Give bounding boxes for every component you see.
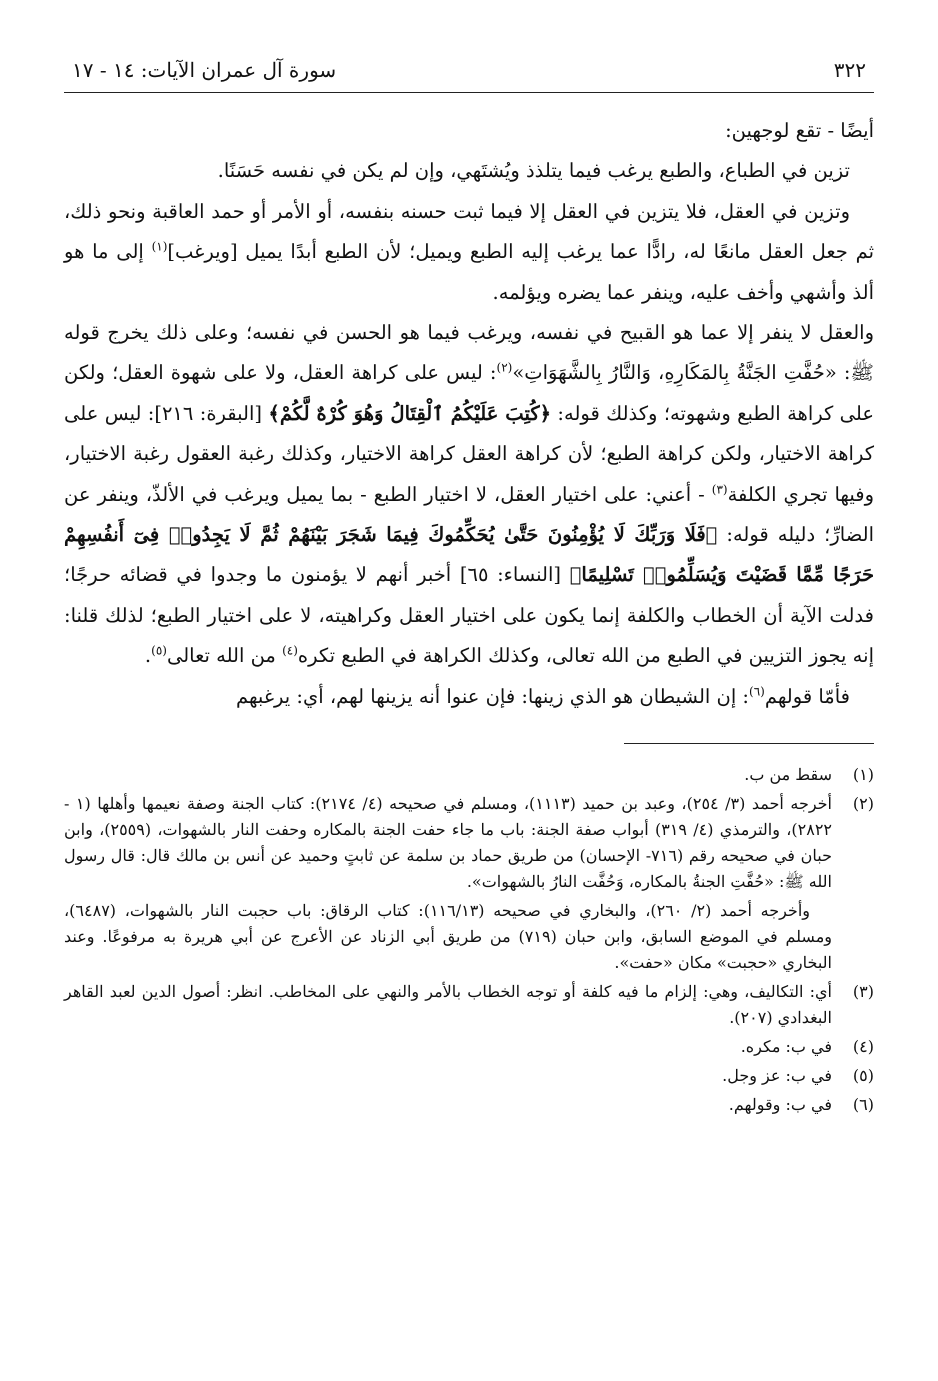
- footnote-number: (٦): [852, 1095, 874, 1115]
- footnote-text: في ب: عز وجل.: [722, 1066, 832, 1086]
- footnote-number: (٣): [852, 982, 874, 1002]
- footnote-ref-4: (٤): [282, 643, 298, 658]
- page-number: ٣٢٢: [833, 58, 866, 82]
- text-segment: [البقرة: ٢١٦]: ليس على كراهة الاختيار، ولكن كراهة الطبع؛ لأن كراهة العقل كراهة الاختيار، وكذلك رغبة العقول رغبة الاختيار، وفيها تجري الكلفة: [64, 401, 875, 506]
- footnote-number: (١): [852, 765, 874, 785]
- footnote-item: [64, 979, 874, 1031]
- footnote-text: أخرجه أحمد (٣/ ٢٥٤)، وعبد بن حميد (١١١٣)، ومسلم في صحيحه (٤/ ٢١٧٤): كتاب الجنة وصفة نعيمها وأهلها (١ - ٢٨٢٢)، والترمذي (٤/ ٣١٩) أبواب صفة الجنة: باب ما جاء حفت الجنة بالمكاره وحفت النار بالشهوات، (٢٥٥٩)، وابن حبان في صحيحه رقم (٧١٦- الإحسان) من طريق حماد بن سلمة عن ثابتٍ وحميد عن أنس بن مالك قال: قال رسول الله ﷺ: «حُفَّتِ الجنةُ بالمكاره، وَحُفَّت النارُ بالشهوات».: [64, 794, 833, 892]
- footnote-item: [64, 1034, 874, 1060]
- paragraph-reason: [64, 192, 874, 313]
- text-segment: : ليس على كراهة العقل، ولا على شهوة العقل؛ ولكن على كراهة الطبع وشهوته؛ وكذلك قوله:: [64, 361, 875, 425]
- text-segment: والعقل لا ينفر إلا عما هو القبيح في نفسه، ويرغب فيما هو الحسن في نفسه؛ وعلى ذلك يخرج قوله ﷺ: «حُفَّتِ الجَنَّةُ بِالمَكَارِهِ، وَالنَّارُ بِالشَّهَوَاتِ»: [64, 321, 874, 385]
- footnote-divider: [624, 743, 874, 744]
- footnote-text: سقط من ب.: [744, 765, 832, 785]
- paragraph-intro: أيضًا - تقع لوجهين:: [725, 119, 874, 142]
- footnote-ref-1: (١): [151, 239, 168, 254]
- text-segment: وتزين في العقل، فلا يتزين في العقل إلا فيما ثبت حسنه بنفسه، أو الأمر أو حمد العاقبة ونحو ذلك، ثم جعل العقل مانعًا له، رادًّا عما يرغب إليه الطبع ويميل؛ لأن الطبع أبدًا يميل [ويرغب]: [64, 199, 875, 264]
- text-segment: من الله تعالى: [166, 644, 283, 668]
- footnote-item: [64, 1063, 874, 1089]
- footnote-number: (٤): [852, 1037, 874, 1057]
- footnotes: [64, 762, 874, 1118]
- page-header: [64, 48, 874, 93]
- footnote-text: في ب: مكره.: [740, 1037, 832, 1057]
- text-segment: - أعني: على اختيار العقل، لا اختيار الطبع - بما يميل ويرغب في الألذّ، وينفر عن الضارِّ؛ دليله قوله:: [64, 482, 875, 547]
- paragraph-nature: تزين في الطباع، والطبع يرغب فيما يتلذذ ويُشتَهي، وإن لم يكن في نفسه حَسَنًا.: [217, 159, 850, 183]
- footnote-text: أي: التكاليف، وهي: إلزام ما فيه كلفة أو توجه الخطاب بالأمر والنهي على المخاطب. انظر: أصول الدين لعبد القاهر البغدادي (٢٠٧).: [64, 982, 832, 1028]
- paragraph-satan: [64, 677, 874, 717]
- footnote-ref-3: (٣): [711, 482, 728, 497]
- footnote-ref-2: (٢): [496, 360, 513, 375]
- footnote-ref-6: (٦): [749, 684, 765, 699]
- footnote-number: (٢): [852, 794, 874, 814]
- quran-verse-nisa: ﴿فَلَا وَرَبِّكَ لَا يُؤْمِنُونَ حَتَّىٰ يُحَكِّمُوكَ فِيمَا شَجَرَ بَيْنَهُمْ ثُمَّ لَا يَجِدُوا۟ فِىٓ أَنفُسِهِمْ حَرَجًا مِّمَّا قَضَيْتَ وَيُسَلِّمُوا۟ تَسْلِيمًا﴾: [64, 523, 875, 587]
- footnote-item: [64, 791, 874, 895]
- text-segment: .: [144, 644, 152, 668]
- text-segment: فأمّا قولهم: [764, 684, 850, 708]
- footnote-text: في ب: وقولهم.: [728, 1095, 832, 1115]
- footnote-number: (٥): [852, 1066, 874, 1086]
- footnote-item: [64, 1092, 874, 1118]
- text-segment: إلى ما هو ألذ وأشهي وأخف عليه، وينفر عما يضره ويؤلمه.: [64, 240, 874, 304]
- text-segment: [النساء: ٦٥] أخبر أنهم لا يؤمنون ما وجدوا في قضائه حرجًا؛ فدلت الآية أن الخطاب والكلفة إنما يكون على اختيار العقل وكراهيته، لا على اختيار الطبع؛ لذلك قلنا: إنه يجوز التزيين في الطبع من الله تعالى، وكذلك الكراهة في الطبع تكره: [64, 563, 874, 668]
- footnote-ref-5: (٥): [151, 643, 167, 658]
- main-text: [64, 111, 874, 717]
- book-page: [64, 48, 874, 1348]
- footnote-continuation: وأخرجه أحمد (٢/ ٢٦٠)، والبخاري في صحيحه (١١٦/١٣): كتاب الرقاق: باب حجبت النار بالشهوات، (٦٤٨٧)، ومسلم في الموضع السابق، وابن حبان (٧١٩) من طريق أبي الزناد عن الأعرج عن أبي هريرة به مرفوعًا. وعند البخاري «حجبت» مكان «حفت».: [64, 901, 832, 973]
- footnote-item: [64, 762, 874, 788]
- text-segment: : إن الشيطان هو الذي زينها: فإن عنوا أنه يزينها لهم، أي: يرغبهم: [235, 684, 750, 708]
- quran-verse-baqarah: ﴿كُتِبَ عَلَيْكُمُ ٱلْقِتَالُ وَهُوَ كُرْهٌ لَّكُمْ﴾: [268, 401, 552, 425]
- running-title: سورة آل عمران الآيات: ١٤ - ١٧: [72, 58, 337, 82]
- paragraph-argument: [64, 313, 874, 677]
